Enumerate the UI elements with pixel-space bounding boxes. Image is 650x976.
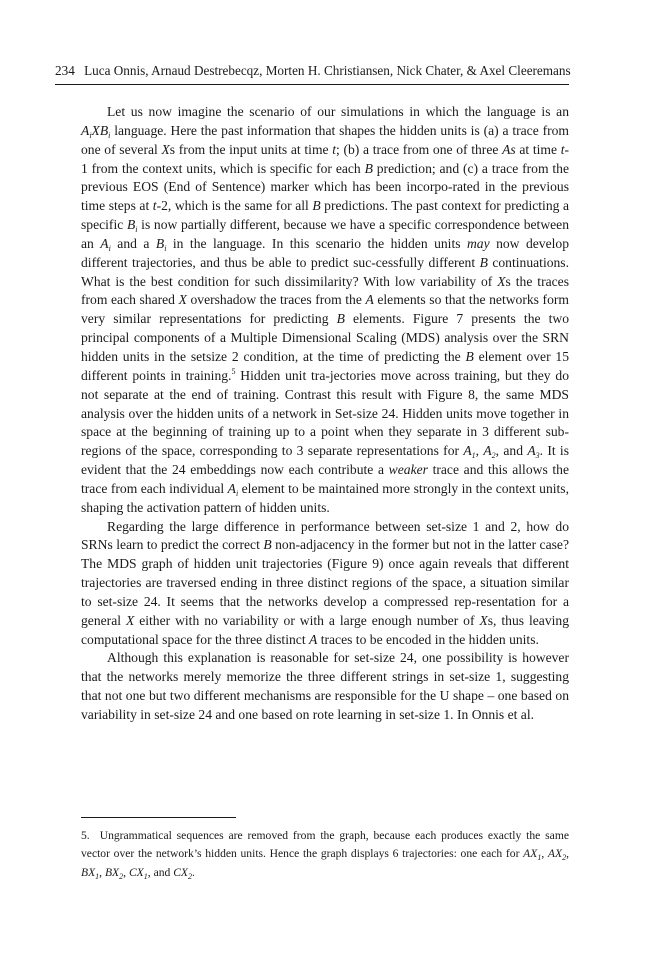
body-text	[81, 103, 569, 725]
paragraph: Let us now imagine the scenario of our simulations in which the language is an $A_iXB_i$ language. Here the past information that shapes the hidden units is (a) a trace from one of several Xs from the input units at time t; (b) a trace from one of three As at time t-1 from the context units, which is specific for each B prediction; and (c) a trace from the previous EOS (End of Sentence) marker which has been incorpo-rated in the previous time steps at t-2, which is the same for all B predictions. The past context for predicting a specific $B_i$ is now partially different, because we have a specific correspondence between an $A_i$ and a $B_i$ in the language. In this scenario the hidden units may now develop different trajectories, and thus be able to predict suc-cessfully different B continuations. What is the best condition for such dissimilarity? With low variability of Xs the traces from each shared X overshadow the traces from the A elements so that the networks form very similar representations for predicting B elements. Figure 7 presents the two principal components of a Multiple Dimensional Scaling (MDS) analysis over the SRN hidden units in the setsize 2 condition, at the time of predicting the B element over 15 different points in training.$^5$ Hidden unit tra-jectories move across training, but they do not separate at the end of training. Contrast this result with Figure 8, the same MDS analysis over the hidden units of a network in Set-size 24. Hidden units move together in space at the beginning of training up to a point when they separate in 3 different sub-regions of the space, corresponding to 3 separate representations for $A_1$, $A_2$, and $A_3$. It is evident that the 24 embeddings now each contribute a weaker trace and this allows the trace from each individual $A_i$ element to be maintained more strongly in the context units, shaping the activation pattern of hidden units.	[81, 104, 570, 515]
footnote-rule	[81, 817, 236, 818]
running-header	[55, 62, 569, 80]
footnote	[81, 827, 569, 882]
author-list: Luca Onnis, Arnaud Destrebecqz, Morten H. Christiansen, Nick Chater, & Axel Cleeremans	[84, 63, 571, 78]
footnote-number: 5.	[81, 829, 90, 842]
paragraph: Although this explanation is reasonable for set-size 24, one possibility is however that the networks merely memorize the three different strings in set-size 1, suggesting that not one but two different mechanisms are responsible for the U shape – one based on variability in set-size 24 and one based on rote learning in set-size 1. In Onnis et al.	[81, 650, 569, 722]
footnote-text: Ungrammatical sequences are removed from the graph, because each produces exactly the same vector over the network’s hidden units. Hence the graph displays 6 trajectories: one each for $AX_1$, $AX_2$, $BX_1$, $BX_2$, $CX_1$, and $CX_2$.	[81, 829, 569, 881]
paragraph: Regarding the large difference in performance between set-size 1 and 2, how do SRNs learn to predict the correct B non-adjacency in the former but not in the latter case? The MDS graph of hidden unit trajectories (Figure 9) once again reveals that different trajectories are traversed ending in three distinct regions of the space, a situation similar to set-size 24. It seems that the networks develop a compressed rep-resentation for a general X either with no variability or with a large enough number of Xs, thus leaving computational space for the three distinct A traces to be encoded in the hidden units.	[81, 518, 569, 647]
header-rule	[55, 84, 569, 85]
page-number: 234	[55, 63, 75, 78]
